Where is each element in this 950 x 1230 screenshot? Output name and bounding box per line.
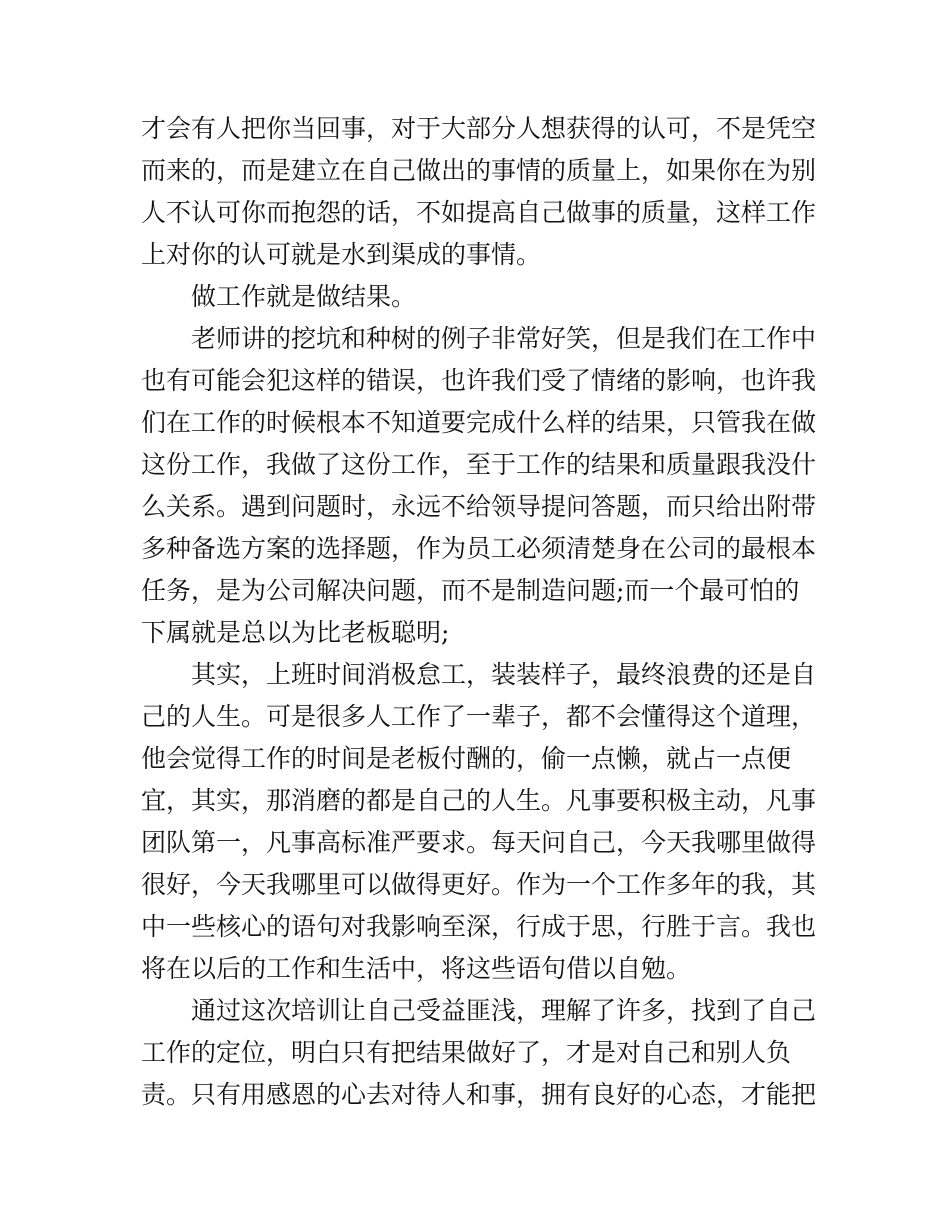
- paragraph-line: 们在工作的时候根本不知道要完成什么样的结果，只管我在做: [141, 408, 817, 437]
- paragraph-line: 而来的，而是建立在自己做出的事情的质量上，如果你在为别: [141, 156, 817, 185]
- paragraph-line: 很好，今天我哪里可以做得更好。作为一个工作多年的我，其: [141, 870, 817, 899]
- paragraph-line: 多种备选方案的选择题，作为员工必须清楚身在公司的最根本: [141, 534, 817, 563]
- paragraph-line: 这份工作，我做了这份工作，至于工作的结果和质量跟我没什: [141, 450, 817, 479]
- document-body: [141, 108, 821, 1116]
- paragraph-line: 宜，其实，那消磨的都是自己的人生。凡事要积极主动，凡事: [141, 786, 817, 815]
- paragraph-line: 上对你的认可就是水到渠成的事情。: [141, 240, 542, 269]
- paragraph-line: 也有可能会犯这样的错误，也许我们受了情绪的影响，也许我: [141, 366, 817, 395]
- paragraph-line: 工作的定位，明白只有把结果做好了，才是对自己和别人负: [141, 1038, 792, 1067]
- paragraph-line: 其实，上班时间消极怠工，装装样子，最终浪费的还是自: [191, 660, 817, 689]
- paragraph-line: 任务，是为公司解决问题，而不是制造问题;而一个最可怕的: [141, 576, 800, 605]
- paragraph-line: 老师讲的挖坑和种树的例子非常好笑，但是我们在工作中: [191, 324, 817, 353]
- paragraph-line: 么关系。遇到问题时，永远不给领导提问答题，而只给出附带: [141, 492, 817, 521]
- paragraph-line: 人不认可你而抱怨的话，不如提高自己做事的质量，这样工作: [141, 198, 817, 227]
- paragraph-line: 中一些核心的语句对我影响至深，行成于思，行胜于言。我也: [141, 912, 817, 941]
- paragraph-line: 他会觉得工作的时间是老板付酬的，偷一点懒，就占一点便: [141, 744, 792, 773]
- paragraph-line: 下属就是总以为比老板聪明;: [141, 618, 450, 647]
- paragraph-line: 将在以后的工作和生活中，将这些语句借以自勉。: [141, 954, 692, 983]
- paragraph-line: 责。只有用感恩的心去对待人和事，拥有良好的心态，才能把: [141, 1080, 817, 1109]
- paragraph-line: 通过这次培训让自己受益匪浅，理解了许多，找到了自己: [191, 996, 817, 1025]
- paragraph-line: 己的人生。可是很多人工作了一辈子，都不会懂得这个道理，: [141, 702, 817, 731]
- paragraph-line: 才会有人把你当回事，对于大部分人想获得的认可，不是凭空: [141, 114, 817, 143]
- paragraph-line: 做工作就是做结果。: [191, 282, 417, 311]
- paragraph-line: 团队第一，凡事高标准严要求。每天问自己，今天我哪里做得: [141, 828, 817, 857]
